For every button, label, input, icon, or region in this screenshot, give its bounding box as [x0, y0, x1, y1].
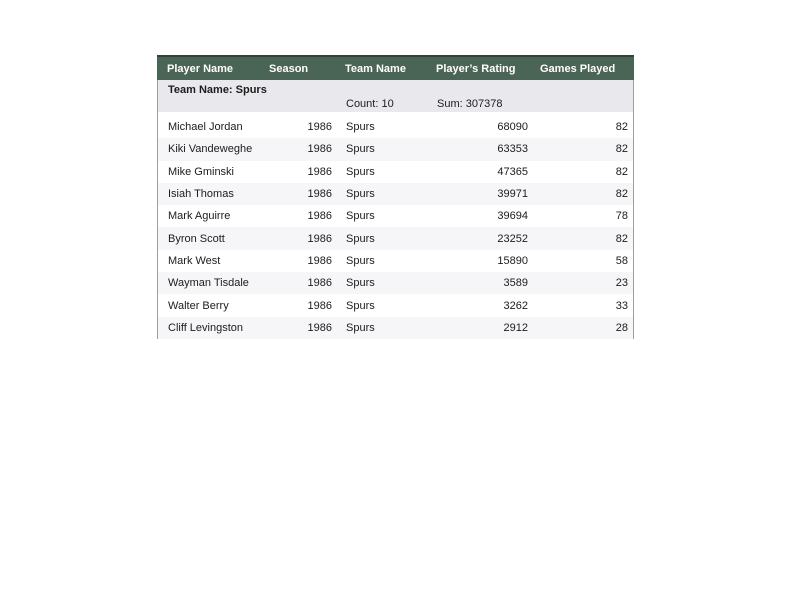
cell-season: 1986 [307, 277, 332, 290]
column-header-games-played: Games Played [540, 62, 616, 75]
table-row [158, 250, 633, 272]
cell-games-played: 58 [615, 254, 628, 267]
table-row [158, 227, 633, 249]
cell-games-played: 82 [615, 232, 628, 245]
table-row [158, 205, 633, 227]
cell-player-name: Isiah Thomas [168, 188, 234, 201]
cell-games-played: 28 [615, 321, 628, 334]
cell-games-played: 82 [615, 143, 628, 156]
cell-team-name: Spurs [346, 277, 375, 290]
cell-team-name: Spurs [346, 321, 375, 334]
cell-players-rating: 39694 [497, 210, 528, 223]
cell-team-name: Spurs [346, 188, 375, 201]
cell-team-name: Spurs [346, 232, 375, 245]
cell-team-name: Spurs [346, 165, 375, 178]
group-title: Team Name: Spurs [168, 84, 267, 96]
table-row [158, 317, 633, 339]
table-body [157, 116, 634, 339]
group-count-value: Count: 10 [346, 98, 394, 110]
cell-players-rating: 2912 [503, 321, 528, 334]
cell-team-name: Spurs [346, 210, 375, 223]
cell-team-name: Spurs [346, 254, 375, 267]
cell-players-rating: 68090 [497, 121, 528, 134]
cell-player-name: Mike Gminski [168, 165, 235, 178]
cell-players-rating: 3589 [503, 277, 528, 290]
cell-games-played: 78 [615, 210, 628, 223]
cell-players-rating: 63353 [497, 143, 528, 156]
cell-games-played: 82 [615, 165, 628, 178]
group-stats-row [158, 97, 633, 112]
table-row [158, 294, 633, 316]
cell-season: 1986 [307, 121, 332, 134]
cell-player-name: Mark West [168, 254, 221, 267]
cell-season: 1986 [307, 232, 332, 245]
group-summary-section [157, 80, 634, 112]
cell-season: 1986 [307, 188, 332, 201]
cell-season: 1986 [307, 210, 332, 223]
column-header-season: Season [269, 62, 309, 75]
cell-players-rating: 39971 [497, 188, 528, 201]
cell-player-name: Byron Scott [168, 232, 225, 245]
column-header-team-name: Team Name [345, 62, 406, 75]
table-row [158, 138, 633, 160]
cell-player-name: Mark Aguirre [168, 210, 231, 223]
cell-players-rating: 15890 [497, 254, 528, 267]
cell-games-played: 82 [615, 121, 628, 134]
table-row [158, 183, 633, 205]
cell-player-name: Michael Jordan [168, 121, 243, 134]
table-row [158, 161, 633, 183]
cell-season: 1986 [307, 299, 332, 312]
cell-team-name: Spurs [346, 143, 375, 156]
cell-player-name: Kiki Vandeweghe [168, 143, 253, 156]
cell-player-name: Wayman Tisdale [168, 277, 249, 290]
cell-season: 1986 [307, 143, 332, 156]
column-header-player-name: Player Name [167, 62, 234, 75]
cell-games-played: 33 [615, 299, 628, 312]
players-report-table [157, 55, 634, 339]
cell-games-played: 82 [615, 188, 628, 201]
cell-players-rating: 23252 [497, 232, 528, 245]
table-row [158, 272, 633, 294]
cell-season: 1986 [307, 165, 332, 178]
cell-players-rating: 47365 [497, 165, 528, 178]
table-header-row [157, 57, 634, 80]
cell-team-name: Spurs [346, 121, 375, 134]
cell-season: 1986 [307, 321, 332, 334]
cell-players-rating: 3262 [503, 299, 528, 312]
cell-player-name: Cliff Levingston [168, 321, 244, 334]
cell-season: 1986 [307, 254, 332, 267]
cell-player-name: Walter Berry [168, 299, 229, 312]
cell-team-name: Spurs [346, 299, 375, 312]
group-sum-value: Sum: 307378 [437, 98, 503, 110]
table-row [158, 116, 633, 138]
cell-games-played: 23 [615, 277, 628, 290]
column-header-players-rating: Player’s Rating [436, 62, 516, 75]
